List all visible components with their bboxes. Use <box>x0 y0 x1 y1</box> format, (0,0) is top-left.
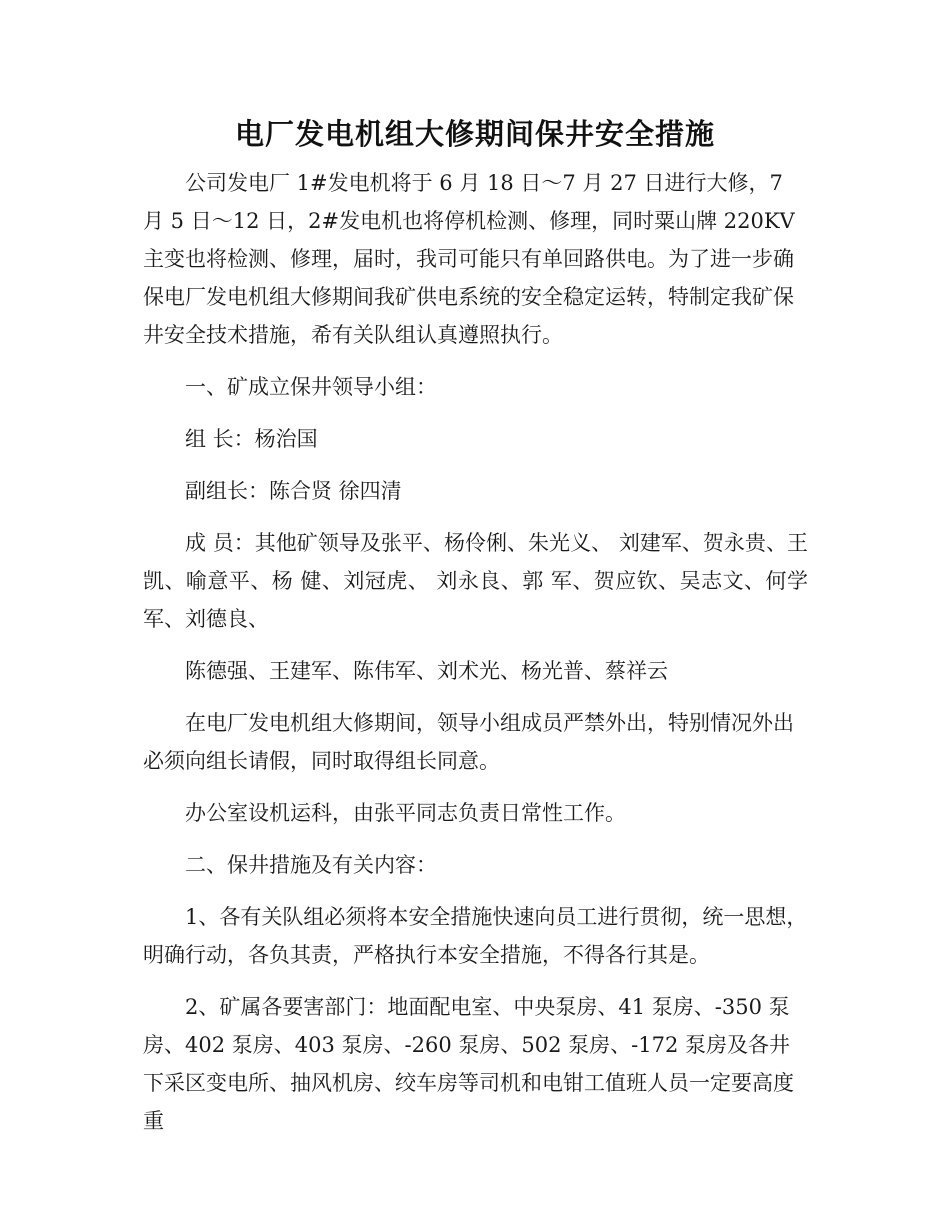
section-heading-measures: 二、保井措施及有关内容： <box>185 853 437 877</box>
document-body <box>143 164 808 1140</box>
measure-item-1: 1、各有关队组必须将本安全措施快速向员工进行贯彻，统一思想，明确行动，各负其责，严格执行本安全措施，不得各行其是。 <box>143 905 808 967</box>
measure-item-2: 2、矿属各要害部门：地面配电室、中央泵房、41 泵房、-350 泵房、402 泵房、403 泵房、-260 泵房、502 泵房、-172 泵房及各井下采区变电所、抽风机房、绞车房等司机和电钳工值班人员一定要高度重 <box>143 995 794 1133</box>
leave-rule-paragraph: 在电厂发电机组大修期间，领导小组成员严禁外出，特别情况外出必须向组长请假，同时取得组长同意。 <box>143 711 794 773</box>
members-continued-line: 陈德强、王建军、陈伟军、刘术光、杨光普、蔡祥云 <box>185 659 668 683</box>
office-paragraph: 办公室设机运科，由张平同志负责日常性工作。 <box>185 801 626 825</box>
deputy-leader-line: 副组长：陈合贤 徐四清 <box>185 479 402 503</box>
section-heading-leadership: 一、矿成立保井领导小组： <box>185 375 437 399</box>
document-title: 电厂发电机组大修期间保井安全措施 <box>234 117 715 151</box>
members-line: 成 员：其他矿领导及张平、杨伶俐、朱光义、 刘建军、贺永贵、王 凯、喻意平、杨 健、刘冠虎、 刘永良、郭 军、贺应钦、吴志文、何学军、刘德良、 <box>143 531 808 631</box>
team-leader-line: 组 长：杨治国 <box>185 427 318 451</box>
intro-paragraph: 公司发电厂 1#发电机将于 6 月 18 日～7 月 27 日进行大修，7 月 5 日～12 日，2#发电机也将停机检测、修理，同时粟山牌 220KV 主变也将检测、修理，届时，我司可能只有单回路供电。为了进一步确保电厂发电机组大修期间我矿供电系统的安全稳定运转，特制定我矿保井安全技术措施，希有关队组认真遵照执行。 <box>143 171 795 347</box>
